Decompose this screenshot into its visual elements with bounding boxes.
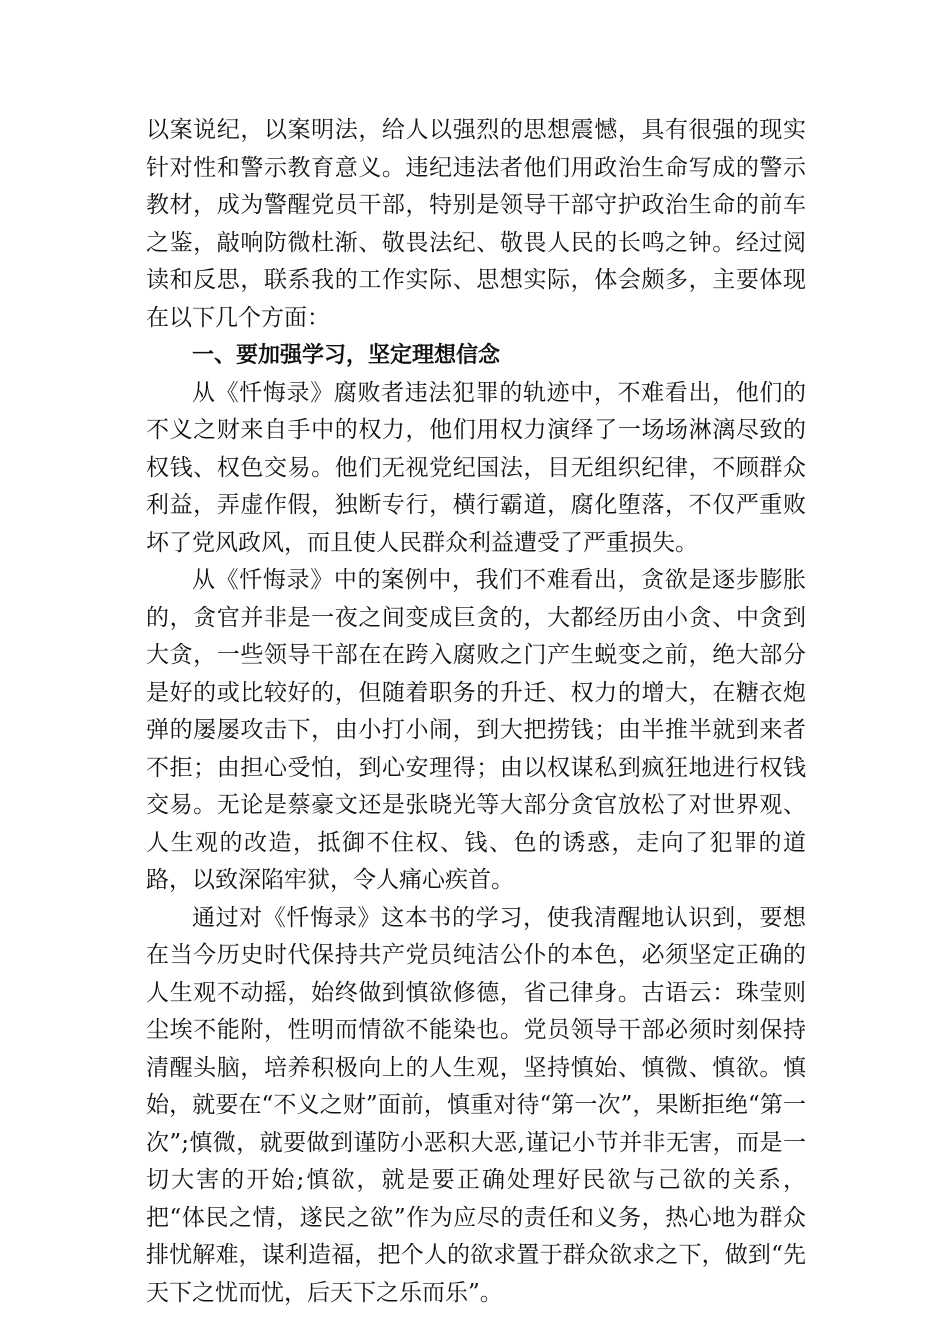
paragraph-2: 从《忏悔录》腐败者违法犯罪的轨迹中，不难看出，他们的不义之财来自手中的权力，他们用权力演绎了一场场淋漓尽致的权钱、权色交易。他们无视党纪国法，目无组织纪律，不顾群众利益，弄虚作假，独断专行，横行霸道，腐化堕落，不仅严重败坏了党风政风，而且使人民群众利益遭受了严重损失。 bbox=[146, 379, 806, 556]
document-body bbox=[146, 112, 806, 1312]
paragraph-3: 从《忏悔录》中的案例中，我们不难看出，贪欲是逐步膨胀的，贪官并非是一夜之间变成巨贪的，大都经历由小贪、中贪到大贪，一些领导干部在在跨入腐败之门产生蜕变之前，绝大部分是好的或比较好的，但随着职务的升迁、权力的增大，在糖衣炮弹的屡屡攻击下，由小打小闹，到大把捞钱；由半推半就到来者不拒；由担心受怕，到心安理得；由以权谋私到疯狂地进行权钱交易。无论是蔡豪文还是张晓光等大部分贪官放松了对世界观、人生观的改造，抵御不住权、钱、色的诱惑，走向了犯罪的道路，以致深陷牢狱，令人痛心疾首。 bbox=[146, 567, 806, 893]
paragraph-4: 通过对《忏悔录》这本书的学习，使我清醒地认识到，要想在当今历史时代保持共产党员纯洁公仆的本色，必须坚定正确的人生观不动摇，始终做到慎欲修德，省己律身。古语云：珠莹则尘埃不能附，性明而情欲不能染也。党员领导干部必须时刻保持清醒头脑，培养积极向上的人生观，坚持慎始、慎微、慎欲。慎始，就要在“不义之财”面前，慎重对待“第一次”，果断拒绝“第一次”;慎微，就要做到谨防小恶积大恶,谨记小节并非无害，而是一切大害的开始;慎欲，就是要正确处理好民欲与己欲的关系，把“体民之情，遂民之欲”作为应尽的责任和义务，热心地为群众排忧解难，谋利造福，把个人的欲求置于群众欲求之下，做到“先天下之忧而忧，后天下之乐而乐”。 bbox=[146, 904, 806, 1306]
section-heading-1: 一、要加强学习，坚定理想信念 bbox=[192, 343, 501, 368]
paragraph-intro: 以案说纪，以案明法，给人以强烈的思想震憾，具有很强的现实针对性和警示教育意义。违纪违法者他们用政治生命写成的警示教材，成为警醒党员干部，特别是领导干部守护政治生命的前车之鉴，敲响防微杜渐、敬畏法纪、敬畏人民的长鸣之钟。经过阅读和反思，联系我的工作实际、思想实际，体会颇多，主要体现在以下几个方面： bbox=[146, 117, 806, 331]
